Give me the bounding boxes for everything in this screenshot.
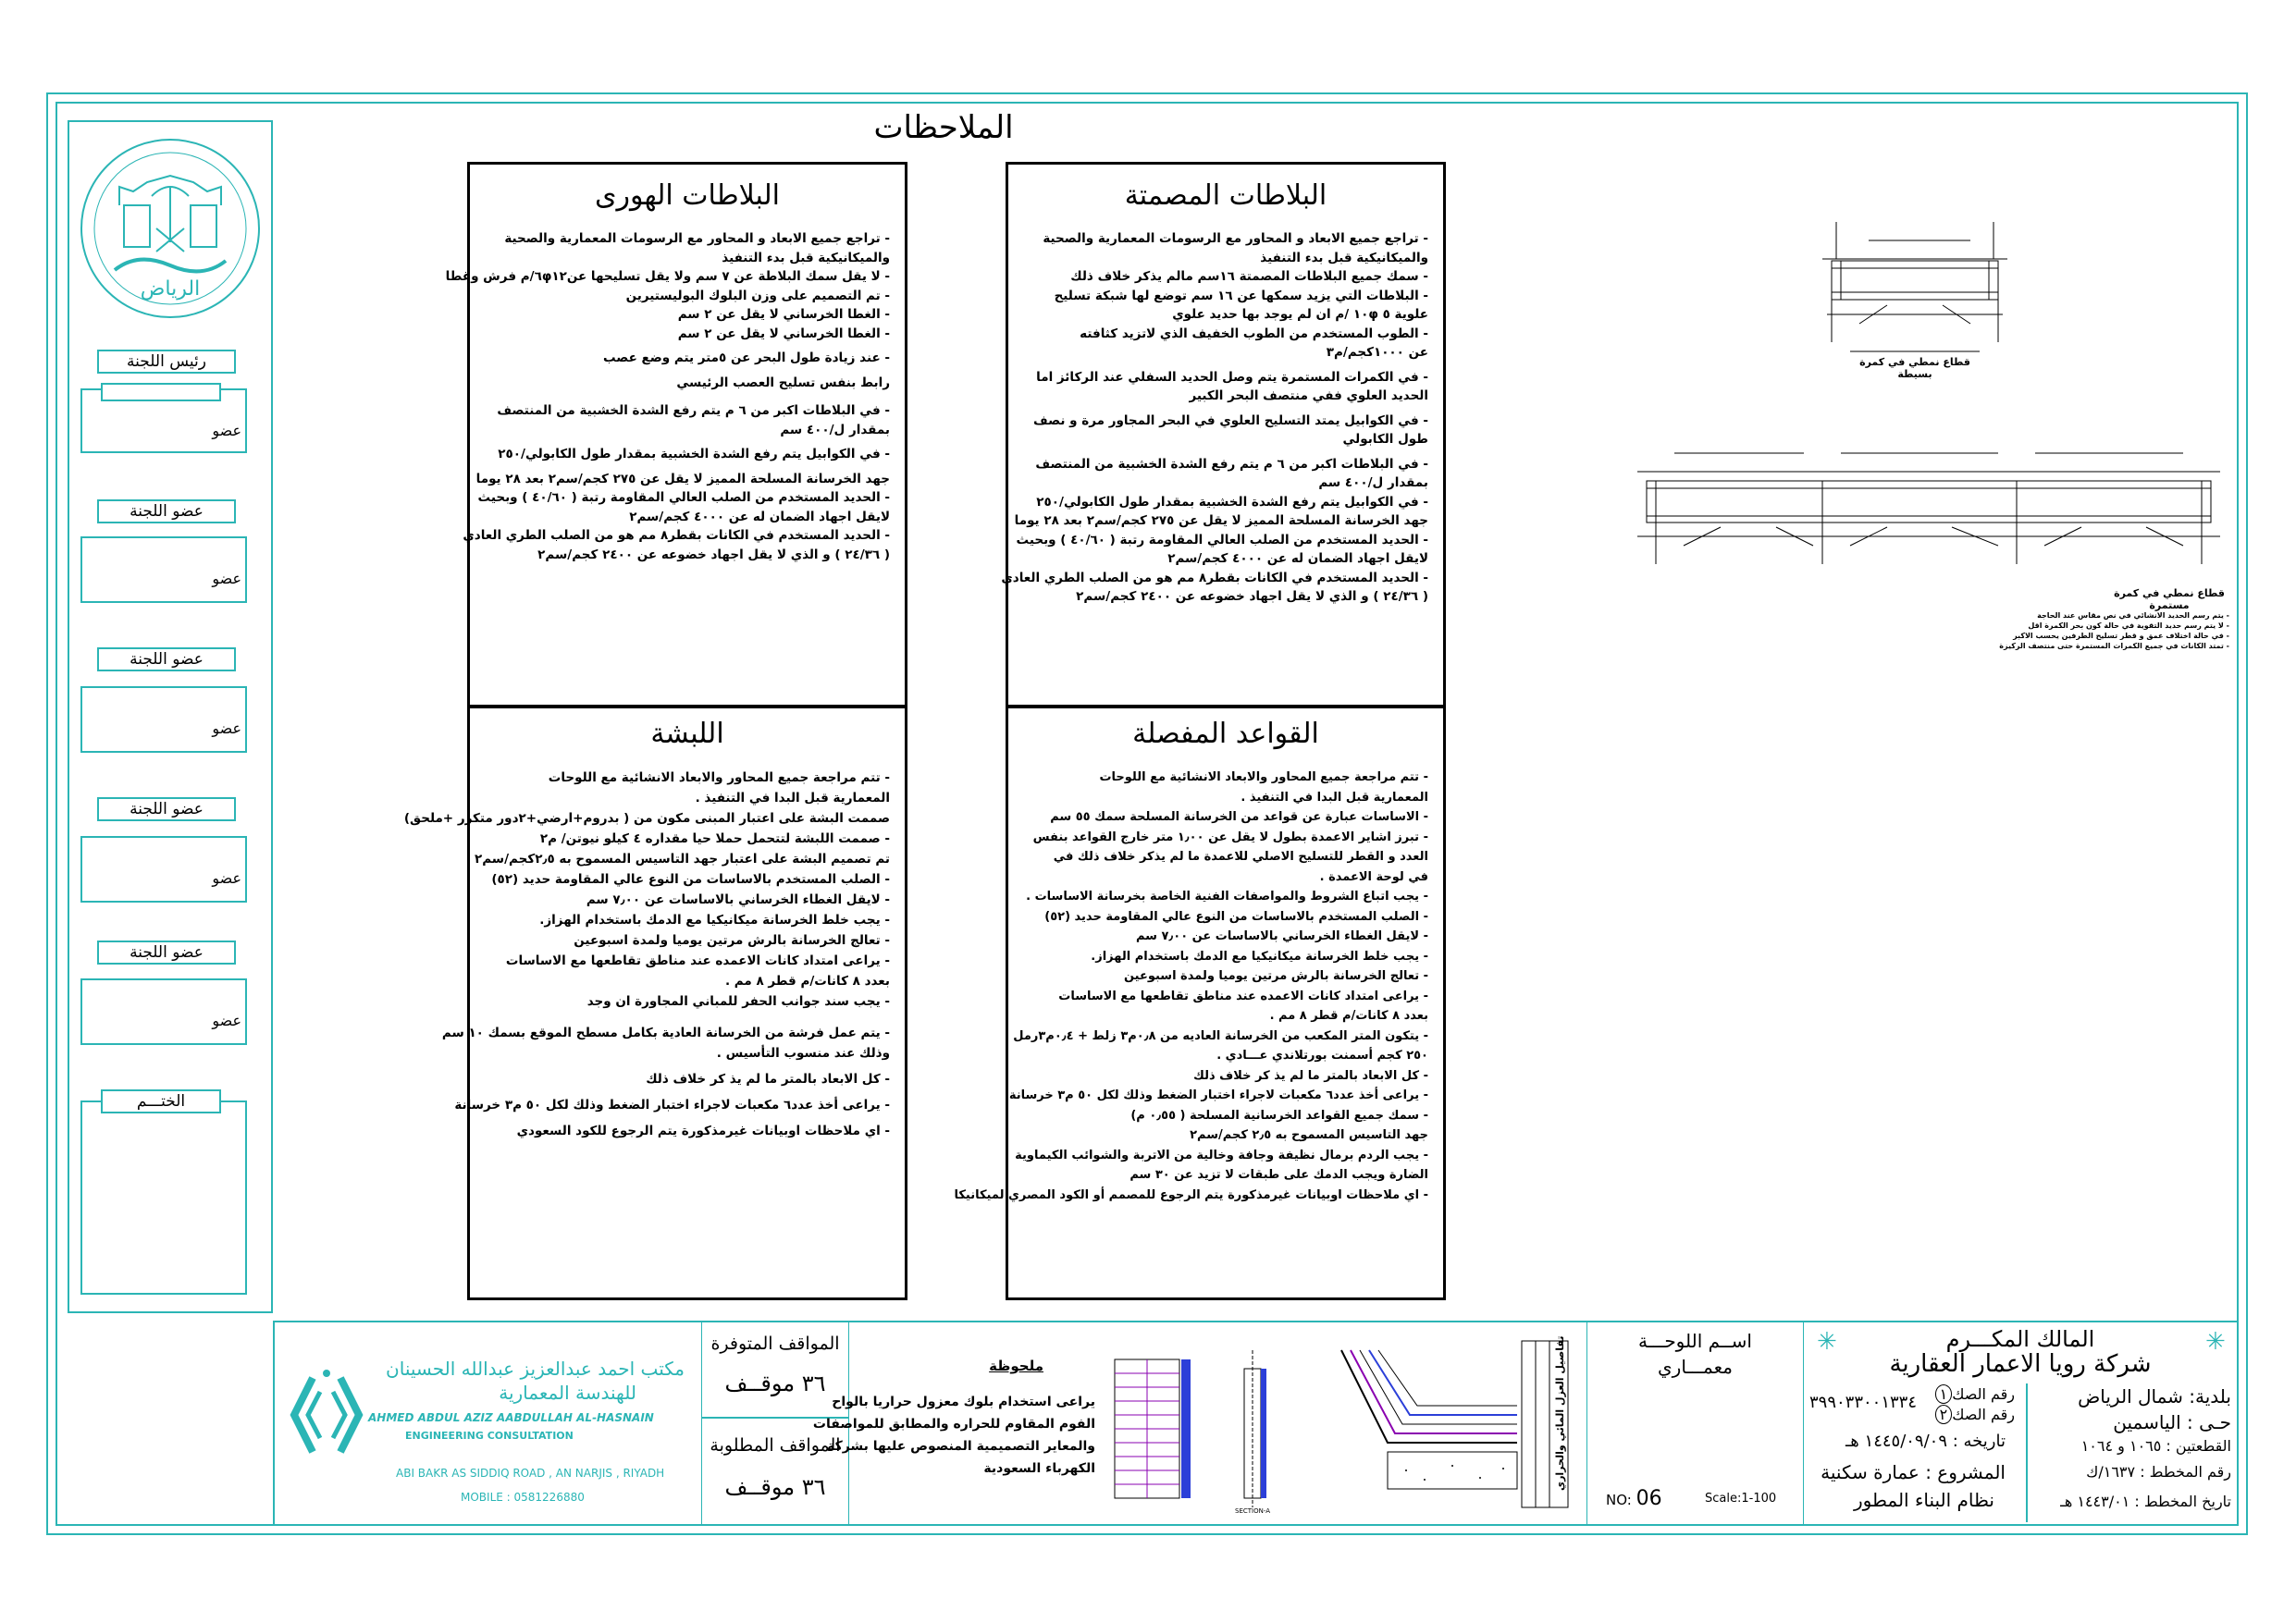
note-line: الكهرباء السعودية — [983, 1461, 1095, 1476]
note-line: طول الكابولي — [1342, 432, 1428, 447]
parking-required-label: المواقف المطلوبة — [710, 1435, 841, 1456]
note-line: - الصلب المستخدم بالاساسات من النوع عالي المقاومة حديد (٥٢) — [1044, 909, 1428, 924]
note-line: العدد و القطر للتسليح الاصلي للاعمدة ما لم يذكر خلاف ذلك في — [1053, 850, 1428, 864]
member-label: عضو — [212, 1012, 241, 1029]
note-line: - يجب الردم برمال نظيفة وجافة وخالية من الاتربة والشوائب الكيماوية — [1015, 1148, 1428, 1162]
note-line: والميكانيكية قبل بدء التنفيذ — [722, 250, 890, 265]
note-line: - يراعى أخذ عدد٦ مكعبات لاجراء اختبار الضغط وذلك لكل ٥٠ م٣ خرسانة — [454, 1098, 890, 1113]
panel-raft — [403, 706, 907, 1300]
panel-body — [954, 768, 1428, 1205]
note-line: ( ٢٤/٣٦ ) و الذي لا يقل اجهاد خضوعه عن ٢٤٠٠ كجم/سم٢ — [537, 547, 890, 562]
waterproofing-caption: تفاصيل العزل المائي والحراري — [1554, 1336, 1566, 1492]
beam-note-line: - لا يتم رسم حديد التقوية في حالة كون بحر الكمرة اقل — [2028, 621, 2229, 630]
member-signature-box-1 — [80, 536, 247, 603]
parking-available-label: المواقف المتوفرة — [710, 1334, 840, 1354]
plan-date: تاريخ المخطط : ١٤٤٣/٠١ هـ — [2060, 1493, 2231, 1510]
office-sub-ar: للهندسة المعمارية — [499, 1382, 636, 1404]
note-line: الحديد العلوي ففي منتصف البحر الكبير — [1189, 388, 1428, 403]
note-line: علوية ٥ ١٠φ /م ان لم يوجد بها حديد علوي — [1172, 307, 1428, 322]
decorative-star-icon: ✳ — [1817, 1328, 1837, 1356]
note-line: - في الكوابيل يتم رفع الشدة الخشبية بمقدار طول الكابولي/٢٥٠ — [1036, 494, 1428, 510]
deed-1-marker: ١ — [1935, 1384, 1953, 1404]
office-info — [276, 1322, 701, 1524]
note-line: - صممت اللبشة لتتحمل حملا حيا مقداره ٤ كيلو نيوتن/ م٢ — [539, 831, 890, 846]
note-line: - لايقل الغطاء الخرساني بالاساسات عن ٧٫٠٠ سم — [1135, 929, 1428, 943]
note-line: والميكانيكية قبل بدء التنفيذ — [1260, 250, 1428, 265]
sheet-no-value: 06 — [1636, 1487, 1662, 1510]
office-mobile: MOBILE : 0581226880 — [461, 1491, 585, 1504]
member-label: عضو — [212, 422, 241, 439]
note-line: - الحديد المستخدم من الصلب العالي المقاومة رتبة ( ٤٠/٦٠ ) وبحيث — [1016, 532, 1428, 547]
beam-note-line: - يتم رسم الحديد الانشائي في نص مقاس عند الحاجة — [2037, 611, 2229, 620]
note-line: ( ٢٤/٣٦ ) و الذي لا يقل اجهاد خضوعه عن ٢٤٠٠ كجم/سم٢ — [1076, 589, 1428, 604]
deed-date: تاريخه : ١٤٤٥/٠٩/٠٩ هـ — [1845, 1432, 2006, 1451]
sheet-no — [1606, 1487, 1662, 1510]
panel-title: اللبشة — [650, 718, 724, 750]
committee-member-label-4: عضو اللجنة — [97, 941, 236, 965]
deed-1 — [1935, 1385, 2015, 1403]
note-line: بعدد ٨ كانات/م قطر ٨ مم . — [1269, 1009, 1428, 1023]
parking-available-value: ٣٦ موقــف — [724, 1371, 826, 1396]
sheet-name-value: معمـــاري — [1658, 1356, 1733, 1378]
note-line: في لوحة الاعمدة . — [1319, 869, 1428, 884]
note-line: وذلك عند منسوب التأسيس . — [716, 1046, 890, 1061]
note-line: - لا يقل سمك البلاطة عن ٧ سم ولا يقل تسليحها عن٦φ١٢/م فرش وغطا — [445, 269, 890, 284]
note-line: - يتكون المتر المكعب من الخرسانة العاديه من ٠٫٨م٣ زلط + ٠٫٤م٣رمل — [1013, 1028, 1428, 1043]
note-title: ملحوظة — [989, 1358, 1043, 1374]
panel-isolated-footings — [954, 706, 1446, 1300]
note-line: - كل الابعاد بالمتر ما لم يذ كر خلاف ذلك — [1193, 1068, 1428, 1083]
scale: Scale:1-100 — [1705, 1492, 1777, 1506]
note-line: عن ١٠٠٠كجم/م٣ — [1326, 345, 1428, 360]
deed-1-label: رقم الصك — [1952, 1385, 2015, 1403]
stamp-label: الختـــم — [101, 1089, 221, 1113]
note-line: - تراجع جميع الابعاد و المحاور مع الرسومات المعمارية والصحية — [504, 231, 890, 246]
note-line: - تم التصميم على وزن البلوك البوليستيرين — [625, 288, 890, 303]
member-label: عضو — [212, 869, 241, 887]
note-line: - تراجع جميع الابعاد و المحاور مع الرسومات المعمارية والصحية — [1043, 231, 1428, 246]
owner-info — [1804, 1322, 2237, 1524]
project: المشروع : عمارة سكنية — [1821, 1461, 2006, 1483]
member-signature-box-3 — [80, 836, 247, 903]
committee-chair-label: رئيس اللجنة — [97, 350, 236, 374]
committee-member-label-2: عضو اللجنة — [97, 647, 236, 671]
note-line: - تبرز اشاير الاعمدة بطول لا يقل عن ١٫٠٠ متر خارج القواعد بنفس — [1032, 830, 1428, 844]
note-line: - الحديد المستخدم في الكانات بقطر٨ مم هو من الصلب الطري العادي — [463, 528, 890, 543]
note-line: - يراعى امتداد كانات الاعمده عند مناطق تقاطعها مع الاساسات — [1058, 989, 1428, 1003]
insulation-note — [812, 1322, 1099, 1524]
office-logo-icon — [285, 1369, 368, 1461]
note-line: - تعالج الخرسانة بالرش مرتين يوميا ولمدة اسبوعين — [1123, 969, 1428, 983]
parking-required-value: ٣٦ موقــف — [724, 1474, 826, 1500]
member-label: عضو — [212, 570, 241, 587]
riyadh-logo — [80, 139, 260, 318]
note-line: - سمك جميع البلاطات المصمتة ١٦سم مالم يذكر خلاف ذلك — [1070, 269, 1428, 284]
note-line: - يراعى امتداد كانات الاعمده عند مناطق تقاطعها مع الاساسات — [505, 953, 890, 968]
note-line: - سمك جميع القواعد الخرسانية المسلحة ( ٠٫٥٥ م) — [1130, 1108, 1428, 1123]
panel-body — [1001, 229, 1428, 607]
note-line: - تتم مراجعة جميع المحاور والابعاد الانشائية مع اللوحات — [548, 770, 890, 785]
member-label: عضو — [212, 719, 241, 737]
note-line: جهد التاسيس المسموح به ٢٫٥ كجم/سم٢ — [1190, 1128, 1428, 1142]
note-line: - يراعى أخذ عدد٦ مكعبات لاجراء اختبار الضغط وذلك لكل ٥٠ م٣ خرسانة. — [1004, 1088, 1428, 1102]
deed-2-marker: ٢ — [1935, 1405, 1953, 1424]
note-line: - الغطا الخرساني لا يقل عن ٢ سم — [677, 326, 890, 341]
note-line: صممت البشة على اعتبار المبنى مكون من ( بدروم+ارضي+٢دور متكرر +ملحق) — [403, 811, 890, 826]
office-name-ar: مكتب احمد عبدالعزيز عبدالله الحسينان — [386, 1358, 685, 1380]
sheet-name-label: اســم اللوحـــة — [1638, 1330, 1752, 1352]
note-body — [813, 1391, 1095, 1480]
note-line: - تعالج الخرسانة بالرش مرتين يوميا ولمدة اسبوعين — [574, 933, 890, 948]
panel-hollow-slabs — [445, 162, 907, 707]
stamp-box — [80, 1092, 247, 1295]
note-line: - الطوب المستخدم من الطوب الخفيف الذي لاتزيد كثافته — [1080, 326, 1428, 341]
note-line: الفوم المقاوم للحراره والمطابق للمواصفات — [812, 1417, 1095, 1432]
note-line: بعدد ٨ كانات/م قطر ٨ مم . — [724, 974, 890, 989]
deed-2-label: رقم الصك — [1952, 1406, 2015, 1423]
waterproofing-detail-drawing — [1332, 1332, 1573, 1517]
note-line: والمعاير التصميمية المنصوص عليها بشركة — [827, 1439, 1095, 1454]
note-line: - يجب اتباع الشروط والمواصفات الفنية الخاصة بخرسانة الاساسات . — [1026, 890, 1428, 904]
panel-title: البلاطات المصمتة — [1124, 179, 1327, 212]
panel-title: البلاطات الهورى — [595, 179, 780, 212]
committee-member-label-3: عضو اللجنة — [97, 797, 236, 821]
note-line: تم تصميم البشة على اعتبار جهد التاسيس المسموح به ٢٫٥كجم/سم٢ — [474, 852, 890, 867]
panel-title: القواعد المفصلة — [1132, 718, 1319, 750]
panel-body — [403, 768, 890, 1141]
note-line: - الحديد المستخدم في الكانات بقطر٨ مم هو من الصلب الطري العادي — [1001, 570, 1428, 585]
municipality: بلدية: شمال الرياض — [2078, 1385, 2231, 1408]
deed-2 — [1935, 1406, 2015, 1423]
committee-member-label-1: عضو اللجنة — [97, 499, 236, 523]
chair-signature-box — [80, 388, 247, 453]
note-line: - في الكوابيل يمتد التسليح العلوي في البحر المجاور مرة و نصف — [1033, 412, 1428, 428]
member-signature-box-4 — [80, 978, 247, 1045]
deed-value: ٣٩٩٠٣٣٠٠١٣٣٤ — [1809, 1393, 1918, 1412]
continuous-beam-caption: قطاع نمطي في كمرة مستمرة — [2114, 587, 2225, 611]
note-line: - الاساسات عبارة عن قواعد من الخرسانة المسلحة سمك ٥٥ سم — [1050, 810, 1428, 824]
simple-beam-caption: قطاع نمطي في كمرة بسيطة — [1859, 356, 1970, 380]
note-line: - يجب خلط الخرسانة ميكانيكيا مع الدمك باستخدام الهزاز. — [539, 913, 890, 928]
plots: القطعتين : ١٠٦٥ و ١٠٦٤ — [2080, 1437, 2231, 1455]
note-line: - في الكمرات المستمرة يتم وصل الحديد السفلي عند الركائز اما — [1036, 369, 1428, 385]
owner-label: المالك المكـــرم — [1945, 1326, 2095, 1352]
note-line: - يجب سند جوانب الحفر للمباني المجاورة ان وجد — [586, 994, 890, 1009]
beam-note-line: - في حالة اختلاف عمق و قطر تسليح الطرفين يحسب الاكبر — [2013, 632, 2229, 640]
divider — [2026, 1383, 2028, 1522]
note-line: - اي ملاحظات اوبيانات غيرمذكورة يتم الرجوع للكود السعودي — [516, 1124, 890, 1138]
sheet-no-label: NO: — [1606, 1492, 1632, 1508]
note-line: المعمارية قبل البدا في التنفيذ . — [1241, 790, 1428, 805]
note-line: جهد الخرسانة المسلحة المميز لا يقل عن ٢٧٥ كجم/سم٢ بعد ٢٨ يوما — [475, 471, 890, 486]
sheet-info — [1586, 1322, 1804, 1524]
note-line: بمقدار ل/٤٠٠ سم — [780, 422, 890, 437]
page-title: الملاحظات — [873, 109, 1014, 146]
owner-value: شركة رويا الاعمار العقارية — [1889, 1350, 2152, 1378]
block-wall-detail-drawing — [1105, 1341, 1327, 1517]
note-line: ٢٥٠ كجم أسمنت بورتلاندي عـــادي . — [1216, 1049, 1428, 1063]
note-line: - في البلاطات اكبر من ٦ م يتم رفع الشدة الخشبية من المنتصف — [1035, 456, 1428, 472]
note-line: - الغطا الخرساني لا يقل عن ٢ سم — [677, 307, 890, 322]
note-line: المعمارية قبل البدا في التنفيذ . — [695, 791, 890, 805]
note-line: جهد الخرسانة المسلحة المميز لا يقل عن ٢٧٥ كجم/سم٢ بعد ٢٨ يوما — [1014, 513, 1428, 528]
note-line: - في الكوابيل يتم رفع الشدة الخشبية بمقدار طول الكابولي/٢٥٠ — [498, 447, 890, 461]
chair-name-field — [101, 383, 221, 401]
note-line: - البلاطات التي يزيد سمكها عن ١٦ سم توضع لها شبكة تسليح — [1054, 288, 1428, 303]
office-name-en: AHMED ABDUL AZIZ AABDULLAH AL-HASNAIN — [368, 1411, 654, 1424]
note-line: - عند زيادة طول البحر عن ٥متر يتم وضع عصب — [602, 350, 890, 365]
note-line: رابط بنفس تسليح العصب الرئيسي — [676, 375, 890, 390]
note-line: الضارة ويجب الدمك على طبقات لا تزيد عن ٣٠ سم — [1129, 1168, 1428, 1182]
note-line: بمقدار ل/٤٠٠ سم — [1318, 475, 1428, 490]
note-line: - يتم عمل فرشة من الخرسانة العادية بكامل مسطح الموقع بسمك ١٠ سم — [441, 1026, 890, 1040]
note-line: - الحديد المستخدم من الصلب العالي المقاومة رتبة ( ٤٠/٦٠ ) وبحيث — [477, 490, 890, 505]
section-a-label: SECTION-A — [1235, 1507, 1271, 1515]
beam-notes — [1924, 610, 2229, 651]
note-line: لايقل اجهاد الضمان له عن ٤٠٠٠ كجم/سم٢ — [629, 509, 890, 524]
continuous-beam-section-drawing — [1628, 435, 2229, 583]
office-sub-en: ENGINEERING CONSULTATION — [405, 1430, 574, 1442]
note-line: لايقل اجهاد الضمان له عن ٤٠٠٠ كجم/سم٢ — [1167, 551, 1428, 566]
decorative-star-icon: ✳ — [2205, 1328, 2226, 1356]
beam-note-line: - تمتد الكانات في جميع الكمرات المستمرة حتى منتصف الركيزة — [1999, 642, 2229, 650]
logo-text: الرياض — [140, 277, 201, 301]
building-system: نظام البناء المطور — [1854, 1489, 1994, 1511]
member-signature-box-2 — [80, 686, 247, 753]
note-line: - تتم مراجعة جميع المحاور والابعاد الانشائية مع اللوحات — [1099, 770, 1428, 784]
panel-solid-slabs — [1001, 162, 1446, 707]
note-line: يراعى استخدام بلوك معزول حراريا بالواح — [832, 1395, 1095, 1409]
note-line: - الصلب المستخدم بالاساسات من النوع عالي المقاومة حديد (٥٢) — [491, 872, 890, 887]
office-address: ABI BAKR AS SIDDIQ ROAD , AN NARJIS , RIYADH — [396, 1467, 665, 1480]
note-line: - كل الابعاد بالمتر ما لم يذ كر خلاف ذلك — [646, 1072, 890, 1087]
panel-body — [445, 229, 890, 564]
note-line: - اي ملاحظات اوبيانات غيرمذكورة يتم الرجوع للمصمم أو الكود المصري لميكانيكا — [954, 1187, 1428, 1202]
plan-no: رقم المخطط : ١٦٣٧/ك — [2086, 1463, 2231, 1481]
note-line: - لايقل الغطاء الخرساني بالاساسات عن ٧٫٠٠ سم — [586, 892, 890, 907]
note-line: - يجب خلط الخرسانة ميكانيكيا مع الدمك باستخدام الهزاز. — [1091, 949, 1428, 964]
district: حـى : الياسمين — [2113, 1411, 2231, 1433]
note-line: - في البلاطات اكبر من ٦ م يتم رفع الشدة الخشبية من المنتصف — [497, 403, 890, 418]
